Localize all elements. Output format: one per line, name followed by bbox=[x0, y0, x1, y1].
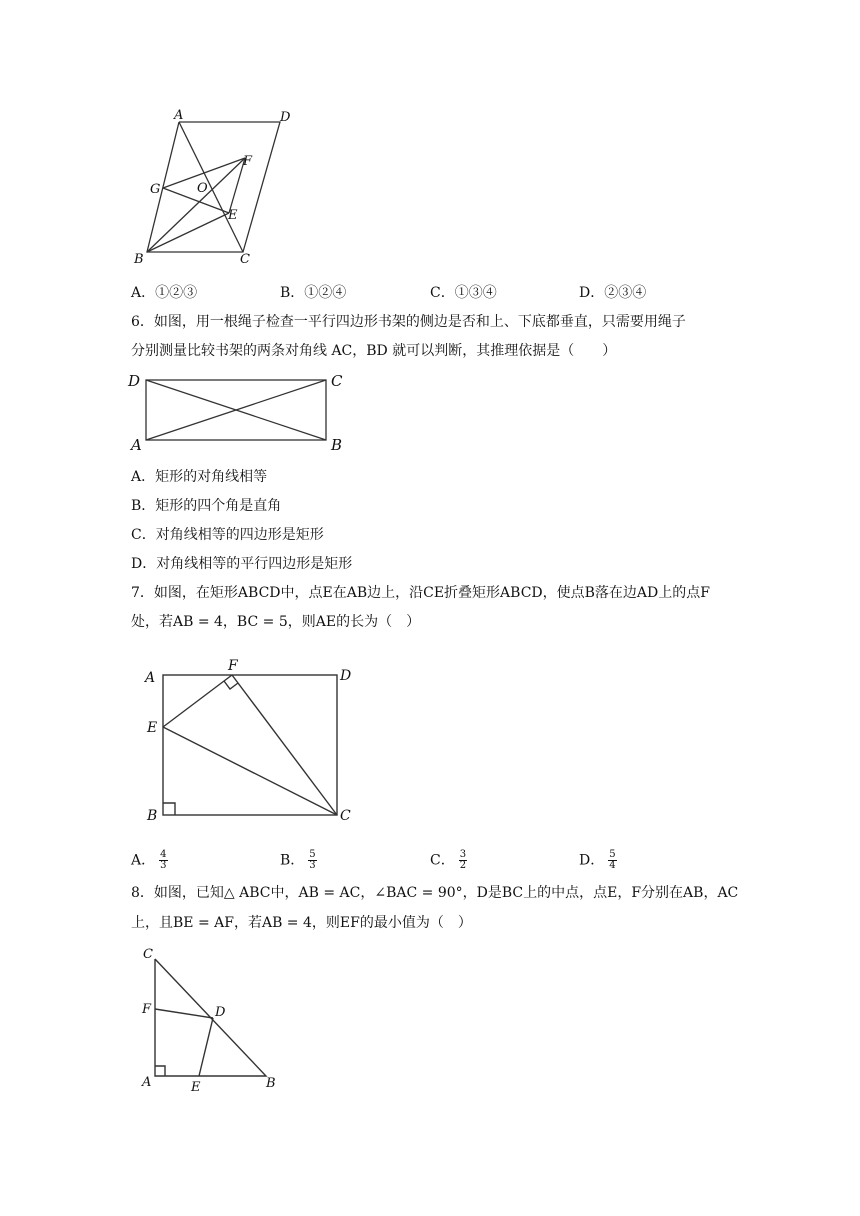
q6-figure bbox=[125, 368, 355, 454]
q6-label-A: A bbox=[131, 436, 142, 454]
q6-stem-line1: 6．如图，用一根绳子检查一平行四边形书架的侧边是否和上、下底都垂直，只需要用绳子 bbox=[131, 314, 686, 330]
q7-option-b: B． $\frac{5}{3}$ bbox=[280, 849, 316, 871]
q8-label-C: C bbox=[143, 947, 153, 962]
q7-segment-EC bbox=[163, 727, 337, 815]
q8-label-F: F bbox=[142, 1002, 152, 1017]
q8-segment-ED bbox=[199, 1018, 213, 1076]
q6-option-c: C．对角线相等的四边形是矩形 bbox=[131, 527, 324, 543]
q8-label-D: D bbox=[215, 1005, 226, 1020]
q6-label-D: D bbox=[128, 372, 141, 390]
q7-rectangle bbox=[163, 675, 337, 815]
q7-option-d: D． $\frac{5}{4}$ bbox=[579, 849, 616, 871]
q5-option-a: A．①②③ bbox=[131, 285, 198, 301]
q6-label-C: C bbox=[331, 372, 343, 390]
q7-label-E: E bbox=[147, 720, 158, 736]
q6-option-a: A．矩形的对角线相等 bbox=[131, 469, 268, 485]
q7-right-angle-B bbox=[163, 803, 175, 815]
q5-label-O: O bbox=[197, 181, 208, 196]
q7-option-b-fraction: $\frac{5}{3}$ bbox=[309, 849, 316, 871]
q5-label-B: B bbox=[134, 252, 144, 267]
q7-option-a: A． $\frac{4}{3}$ bbox=[131, 849, 167, 871]
q5-figure bbox=[130, 105, 300, 270]
q5-label-G: G bbox=[150, 182, 161, 197]
q5-segment-BE bbox=[147, 213, 229, 252]
q7-label-F: F bbox=[228, 658, 238, 674]
q7-stem-line1: 7．如图，在矩形ABCD中，点E在AB边上，沿CE折叠矩形ABCD，使点B落在边AD上的点F bbox=[131, 585, 710, 601]
q7-figure bbox=[140, 655, 365, 830]
q5-label-A: A bbox=[174, 108, 184, 123]
q8-stem-line1: 8．如图，已知△ ABC中，AB = AC，∠BAC = 90°，D是BC上的中点，点E，F分别在AB，AC bbox=[131, 885, 739, 901]
q8-stem-line2: 上，且BE = AF，若AB = 4，则EF的最小值为（ ） bbox=[131, 915, 472, 931]
q7-option-c-fraction: $\frac{3}{2}$ bbox=[459, 849, 467, 871]
q5-segment-BF bbox=[147, 158, 245, 252]
q7-segment-EF bbox=[163, 675, 232, 727]
q8-label-B: B bbox=[266, 1076, 276, 1091]
q6-option-d: D．对角线相等的平行四边形是矩形 bbox=[131, 556, 353, 572]
q7-option-c: C． $\frac{3}{2}$ bbox=[430, 849, 467, 871]
q7-label-C: C bbox=[340, 808, 351, 824]
q8-label-A: A bbox=[142, 1075, 152, 1090]
q7-label-A: A bbox=[145, 670, 156, 686]
q8-label-E: E bbox=[191, 1080, 201, 1095]
q5-option-c: C．①③④ bbox=[430, 285, 497, 301]
q7-option-d-fraction: $\frac{5}{4}$ bbox=[609, 849, 616, 871]
q7-label-B: B bbox=[147, 808, 158, 824]
q5-label-E: E bbox=[228, 208, 238, 223]
q6-label-B: B bbox=[331, 436, 343, 454]
q5-option-b: B．①②④ bbox=[280, 285, 347, 301]
q7-stem-line2: 处，若AB = 4，BC = 5，则AE的长为（ ） bbox=[131, 614, 421, 630]
q7-right-angle-F bbox=[224, 681, 238, 689]
q5-option-d: D．②③④ bbox=[579, 285, 647, 301]
q5-segment-GE bbox=[163, 188, 229, 213]
q5-label-D: D bbox=[280, 110, 291, 125]
q5-label-F: F bbox=[243, 154, 253, 169]
q5-label-C: C bbox=[240, 252, 250, 267]
q8-figure bbox=[138, 942, 288, 1097]
q8-right-angle-A bbox=[155, 1066, 165, 1076]
q7-option-a-fraction: $\frac{4}{3}$ bbox=[160, 849, 167, 871]
q6-option-b: B．矩形的四个角是直角 bbox=[131, 498, 282, 514]
q7-segment-FC bbox=[232, 675, 337, 815]
q6-stem-line2: 分别测量比较书架的两条对角线 AC，BD 就可以判断，其推理依据是（ ） bbox=[131, 343, 617, 359]
q7-label-D: D bbox=[340, 668, 352, 684]
